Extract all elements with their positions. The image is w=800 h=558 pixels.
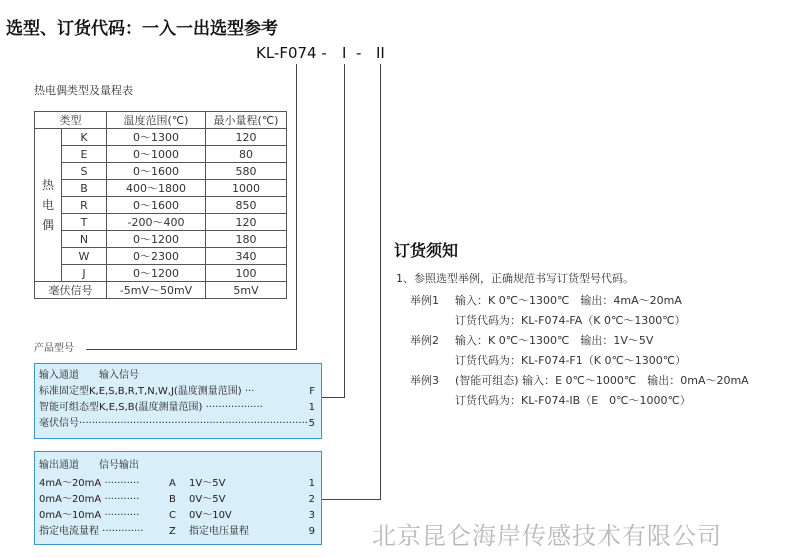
cell-range: 0～1200 bbox=[107, 265, 206, 282]
example-line: (智能可组态) 输入：E 0℃～1000℃ 输出：0mA～20mA bbox=[455, 374, 749, 387]
connector-prefix-h bbox=[86, 349, 297, 350]
output-current: 0mA～20mA bbox=[39, 494, 102, 505]
example-code: 订货代码为：KL-F074-IB（E 0℃～1000℃） bbox=[455, 394, 691, 407]
leader-dots: ··········· bbox=[101, 478, 140, 489]
output-current: 指定电流量程 bbox=[39, 526, 99, 537]
example-code: 订货代码为：KL-F074-FA（K 0℃～1300℃） bbox=[455, 314, 686, 327]
connector-output-h bbox=[320, 499, 381, 500]
cell-type: B bbox=[62, 180, 107, 197]
cell-min: 180 bbox=[206, 231, 287, 248]
group-label bbox=[35, 129, 62, 282]
leader-dots: ············· bbox=[99, 526, 144, 537]
thermocouple-table bbox=[34, 111, 287, 299]
input-row-code: 5 bbox=[308, 418, 315, 429]
output-voltage: 指定电压量程 bbox=[189, 526, 249, 537]
cell-min: 120 bbox=[206, 129, 287, 146]
output-voltage: 1V～5V bbox=[189, 478, 226, 489]
example-line: 输入：K 0℃～1300℃ 输出：4mA～20mA bbox=[455, 294, 682, 307]
output-current: 0mA～10mA bbox=[39, 510, 102, 521]
cell-type: R bbox=[62, 197, 107, 214]
example-code: 订货代码为：KL-F074-F1（K 0℃～1300℃） bbox=[455, 354, 687, 367]
output-row bbox=[39, 524, 315, 540]
cell-range: -5mV～50mV bbox=[107, 282, 206, 299]
input-row bbox=[39, 416, 315, 432]
input-box-header: 输入通道 输入信号 bbox=[39, 370, 139, 381]
cell-range: 0～1600 bbox=[107, 197, 206, 214]
notes-line-1: 1、参照选型举例，正确规范书写订货型号代码。 bbox=[396, 272, 634, 285]
cell-min: 1000 bbox=[206, 180, 287, 197]
cell-min: 100 bbox=[206, 265, 287, 282]
group-label-char: 偶 bbox=[41, 218, 54, 232]
input-row-code: F bbox=[309, 386, 315, 397]
output-row-code: 3 bbox=[308, 510, 315, 521]
output-row-code: 2 bbox=[308, 494, 315, 505]
leader-dots: ··········· bbox=[101, 494, 140, 505]
cell-range: 0～2300 bbox=[107, 248, 206, 265]
cell-min: 120 bbox=[206, 214, 287, 231]
model-part-1: I bbox=[342, 44, 347, 62]
cell-min: 340 bbox=[206, 248, 287, 265]
output-current-code: B bbox=[169, 494, 176, 505]
input-row bbox=[39, 400, 315, 416]
output-voltage: 0V～5V bbox=[189, 494, 226, 505]
cell-type: K bbox=[62, 129, 107, 146]
product-label: 产品型号 bbox=[34, 343, 74, 354]
cell-range: 0～1200 bbox=[107, 231, 206, 248]
input-row-label: 毫伏信号 bbox=[39, 418, 79, 429]
cell-min: 80 bbox=[206, 146, 287, 163]
table-caption: 热电偶类型及量程表 bbox=[34, 84, 133, 97]
input-box bbox=[34, 363, 322, 439]
header-range: 温度范围(℃) bbox=[107, 112, 206, 129]
cell-type: 毫伏信号 bbox=[35, 282, 107, 299]
example-label: 举例1 bbox=[410, 294, 439, 307]
leader-dots: ·················· bbox=[202, 402, 263, 413]
connector-input bbox=[344, 64, 345, 398]
connector-input-h bbox=[320, 397, 345, 398]
output-row-code: 1 bbox=[308, 478, 315, 489]
input-row-label: 标准固定型K,E,S,B,R,T,N,W,J(温度测量范围) bbox=[39, 386, 242, 397]
output-box-header: 输出通道 信号输出 bbox=[39, 460, 139, 471]
cell-range: 0～1300 bbox=[107, 129, 206, 146]
output-current-code: Z bbox=[169, 526, 176, 537]
cell-type: E bbox=[62, 146, 107, 163]
output-current-code: A bbox=[169, 478, 176, 489]
group-label-char: 热 bbox=[41, 178, 54, 192]
output-row bbox=[39, 508, 315, 524]
cell-type: T bbox=[62, 214, 107, 231]
cell-type: W bbox=[62, 248, 107, 265]
input-row-code: 1 bbox=[308, 402, 315, 413]
output-row bbox=[39, 476, 315, 492]
example-label: 举例3 bbox=[410, 374, 439, 387]
connector-output bbox=[380, 64, 381, 500]
output-voltage: 0V～10V bbox=[189, 510, 232, 521]
page-title: 选型、订货代码：一入一出选型参考 bbox=[6, 19, 278, 39]
output-row bbox=[39, 492, 315, 508]
cell-type: S bbox=[62, 163, 107, 180]
company-watermark: 北京昆仑海岸传感技术有限公司 bbox=[372, 522, 722, 550]
output-current-code: C bbox=[169, 510, 176, 521]
cell-min: 5mV bbox=[206, 282, 287, 299]
output-row-code: 9 bbox=[308, 526, 315, 537]
output-current: 4mA～20mA bbox=[39, 478, 102, 489]
notes-heading: 订货须知 bbox=[394, 241, 459, 260]
cell-range: 0～1000 bbox=[107, 146, 206, 163]
cell-type: N bbox=[62, 231, 107, 248]
cell-type: J bbox=[62, 265, 107, 282]
model-part-2: II bbox=[376, 44, 385, 62]
leader-dots: ··········· bbox=[101, 510, 140, 521]
model-dash: - bbox=[356, 44, 362, 62]
input-row bbox=[39, 384, 315, 400]
example-line: 输入：K 0℃～1300℃ 输出：1V～5V bbox=[455, 334, 654, 347]
model-prefix: KL-F074 - bbox=[256, 44, 327, 62]
cell-min: 850 bbox=[206, 197, 287, 214]
group-label-char: 电 bbox=[41, 198, 54, 212]
output-box bbox=[34, 451, 322, 545]
cell-min: 580 bbox=[206, 163, 287, 180]
cell-range: 0～1600 bbox=[107, 163, 206, 180]
leader-dots: ··· bbox=[241, 386, 255, 397]
header-type: 类型 bbox=[35, 112, 107, 129]
leader-dots: ········································································ bbox=[79, 418, 308, 429]
connector-prefix bbox=[296, 64, 297, 350]
header-min: 最小量程(℃) bbox=[206, 112, 287, 129]
cell-range: -200～400 bbox=[107, 214, 206, 231]
input-row-label: 智能可组态型K,E,S,B(温度测量范围) bbox=[39, 402, 203, 413]
cell-range: 400～1800 bbox=[107, 180, 206, 197]
example-label: 举例2 bbox=[410, 334, 439, 347]
